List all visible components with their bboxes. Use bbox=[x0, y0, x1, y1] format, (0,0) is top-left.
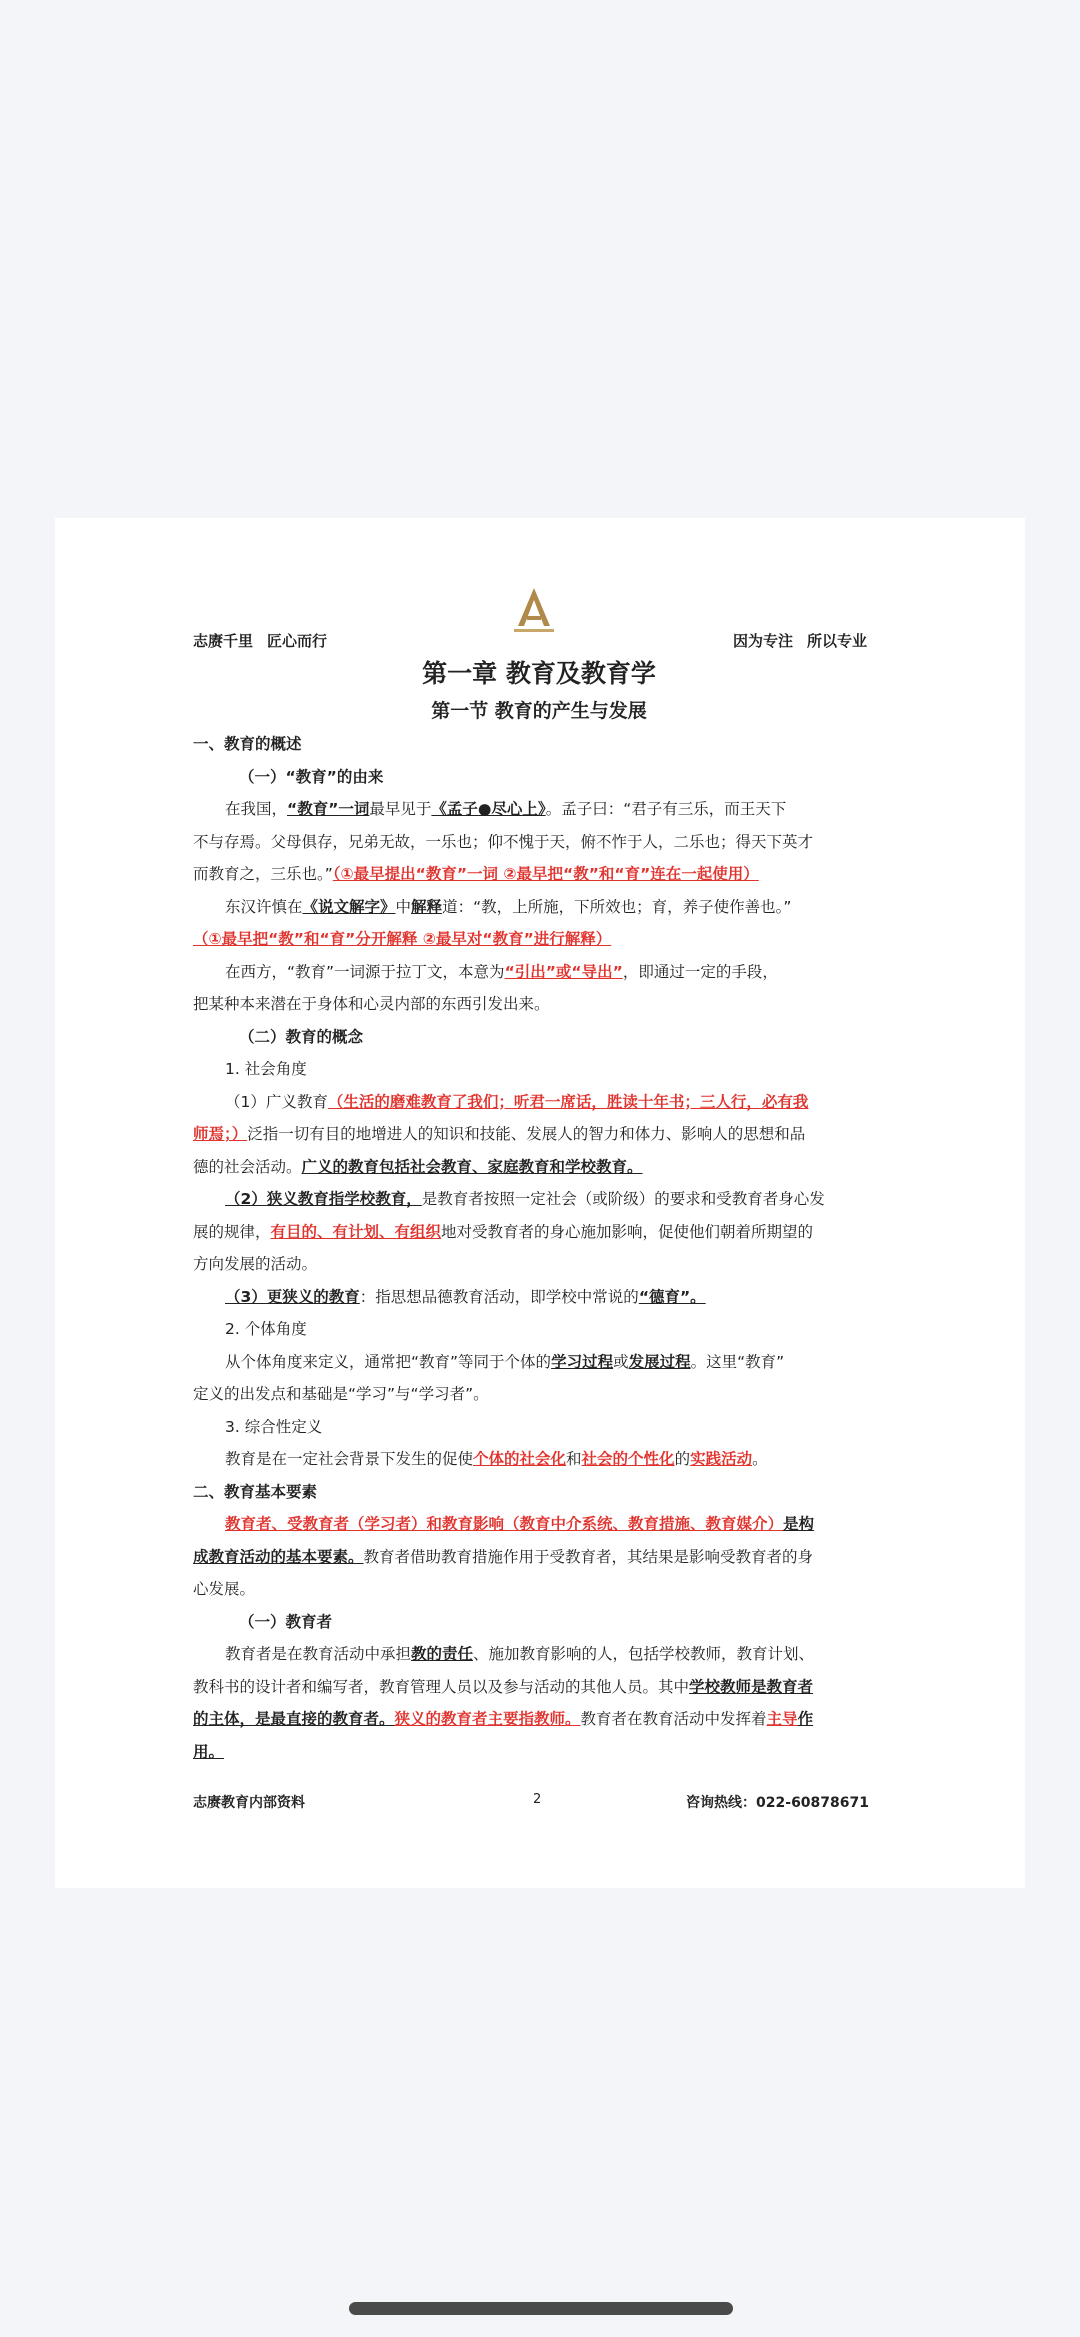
paragraph-line: 用。 bbox=[193, 1742, 225, 1761]
paragraph-line: 定义的出发点和基础是“学习”与“学习者”。 bbox=[193, 1385, 489, 1403]
header-right: 因为专注 所以专业 bbox=[732, 632, 867, 650]
paragraph-line: 成教育活动的基本要素。教育者借助教育措施作用于受教育者，其结果是影响受教育者的身 bbox=[193, 1547, 814, 1566]
heading-2-1: （一）教育者 bbox=[239, 1612, 333, 1631]
paragraph-line: （1）广义教育（生活的磨难教育了我们；听君一席话，胜读十年书；三人行，必有我 bbox=[225, 1092, 809, 1111]
heading-1-2: （二）教育的概念 bbox=[239, 1027, 364, 1046]
paragraph-line: 教科书的设计者和编写者，教育管理人员以及参与活动的其他人员。其中学校教师是教育者 bbox=[193, 1677, 814, 1696]
paragraph-line: 教育者是在教育活动中承担教的责任、施加教育影响的人，包括学校教师，教育计划、 bbox=[225, 1645, 815, 1663]
logo-icon bbox=[510, 586, 558, 636]
paragraph-line: （3）更狭义的教育：指思想品德教育活动，即学校中常说的“德育”。 bbox=[225, 1287, 706, 1306]
heading-2: 二、教育基本要素 bbox=[193, 1482, 318, 1501]
paragraph-line: 东汉许慎在《说文解字》中解释道：“教，上所施，下所效也；育，养子使作善也。” bbox=[225, 897, 792, 916]
hotline: 咨询热线：022-60878671 bbox=[686, 1795, 869, 1811]
paragraph-line: 师焉；）泛指一切有目的地增进人的知识和技能、发展人的智力和体力、影响人的思想和品 bbox=[193, 1125, 806, 1143]
paragraph-line: 德的社会活动。广义的教育包括社会教育、家庭教育和学校教育。 bbox=[193, 1157, 643, 1176]
paragraph-line: 在我国，“教育”一词最早见于《孟子●尽心上》。孟子曰：“君子有三乐，而王天下 bbox=[225, 800, 787, 818]
section-title: 第一节 教育的产生与发展 bbox=[431, 700, 647, 722]
numbered-heading: 1. 社会角度 bbox=[225, 1060, 307, 1078]
footer-label: 志赓教育内部资料 bbox=[193, 1795, 305, 1811]
paragraph-line: 心发展。 bbox=[193, 1580, 256, 1598]
paragraph-line: 的主体，是最直接的教育者。狭义的教育者主要指教师。教育者在教育活动中发挥着主导作 bbox=[193, 1710, 814, 1728]
paragraph-line: 把某种本来潜在于身体和心灵内部的东西引发出来。 bbox=[193, 995, 550, 1013]
paragraph-line: （2）狭义教育指学校教育，是教育者按照一定社会（或阶级）的要求和受教育者身心发 bbox=[225, 1190, 825, 1208]
paragraph-line: 从个体角度来定义，通常把“教育”等同于个体的学习过程或发展过程。这里“教育” bbox=[225, 1352, 785, 1371]
paragraph-line: 不与存焉。父母俱存，兄弟无故，一乐也；仰不愧于天，俯不怍于人，二乐也；得天下英才 bbox=[193, 832, 814, 851]
paragraph-line: 方向发展的活动。 bbox=[193, 1255, 318, 1273]
paragraph-line: （①最早把“教”和“育”分开解释 ②最早对“教育”进行解释） bbox=[193, 930, 612, 948]
numbered-heading: 3. 综合性定义 bbox=[225, 1417, 323, 1436]
header-left: 志赓千里 匠心而行 bbox=[193, 632, 328, 650]
paragraph-line: 教育者、受教育者（学习者）和教育影响（教育中介系统、教育措施、教育媒介）是构 bbox=[225, 1515, 815, 1533]
paragraph-line: 教育是在一定社会背景下发生的促使个体的社会化和社会的个性化的实践活动。 bbox=[225, 1450, 768, 1468]
heading-1: 一、教育的概述 bbox=[193, 735, 302, 753]
heading-1-1: （一）“教育”的由来 bbox=[239, 767, 384, 786]
chapter-title: 第一章 教育及教育学 bbox=[422, 659, 656, 688]
home-indicator[interactable] bbox=[349, 2302, 733, 2315]
paragraph-line: 展的规律，有目的、有计划、有组织地对受教育者的身心施加影响，促使他们朝着所期望的 bbox=[193, 1222, 814, 1241]
paragraph-line: 而教育之，三乐也。”（①最早提出“教育”一词 ②最早把“教”和“育”连在一起使用） bbox=[193, 865, 759, 883]
numbered-heading: 2. 个体角度 bbox=[225, 1320, 307, 1338]
document-page bbox=[55, 518, 1025, 1888]
page-number: 2 bbox=[533, 1792, 542, 1807]
paragraph-line: 在西方，“教育”一词源于拉丁文，本意为“引出”或“导出”，即通过一定的手段， bbox=[225, 962, 778, 981]
page-content bbox=[193, 654, 885, 1768]
